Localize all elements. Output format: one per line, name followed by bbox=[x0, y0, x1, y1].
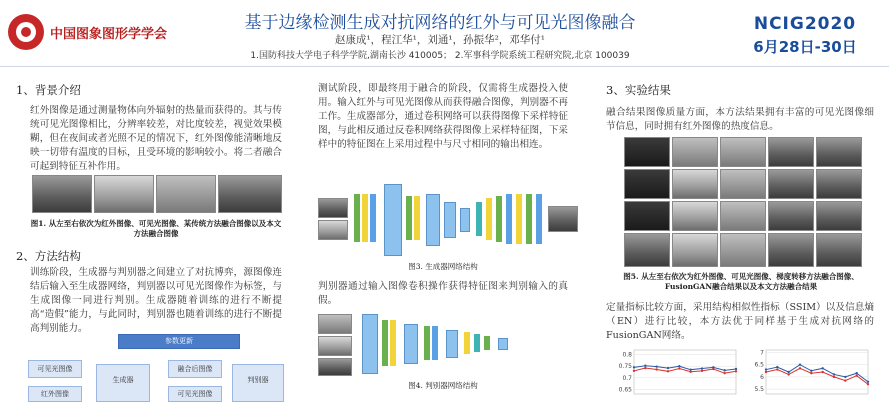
disc-input-2 bbox=[318, 336, 352, 356]
method-diagram bbox=[28, 334, 284, 400]
figure5-image-grid bbox=[624, 137, 860, 265]
input-infrared-box: 红外图像 bbox=[28, 386, 82, 402]
y-tick-label: 0.8 bbox=[622, 351, 632, 359]
data-point bbox=[644, 367, 646, 369]
gen-layer bbox=[536, 194, 542, 244]
conference-name: NCIG2020 bbox=[753, 14, 857, 34]
disc-block bbox=[362, 314, 378, 374]
conference-badge bbox=[730, 14, 880, 57]
data-point bbox=[655, 365, 657, 367]
data-point bbox=[644, 365, 646, 367]
gen-layer bbox=[516, 194, 522, 244]
gen-layer bbox=[414, 196, 420, 240]
seal-icon bbox=[8, 14, 44, 50]
disc-block bbox=[404, 324, 418, 364]
result-photo bbox=[816, 137, 862, 167]
disc-input-3 bbox=[318, 358, 352, 376]
data-point bbox=[867, 381, 869, 383]
result-photo bbox=[672, 137, 718, 167]
y-tick-label: 0.7 bbox=[622, 374, 632, 382]
gen-input-vis bbox=[318, 220, 348, 240]
data-point bbox=[765, 368, 767, 370]
data-point bbox=[855, 374, 857, 376]
generator-box: 生成器 bbox=[96, 364, 150, 402]
data-point bbox=[678, 365, 680, 367]
result-photo bbox=[624, 233, 670, 267]
y-tick-label: 6 bbox=[760, 373, 764, 381]
section1-heading: 1、背景介绍 bbox=[16, 83, 81, 97]
gen-encoder-block bbox=[384, 184, 402, 256]
gen-block bbox=[426, 194, 440, 246]
input-visible-box: 可见光图像 bbox=[28, 360, 82, 378]
data-point bbox=[844, 379, 846, 381]
data-point bbox=[712, 368, 714, 370]
chart-frame bbox=[766, 350, 868, 394]
result-photo bbox=[720, 169, 766, 199]
data-point bbox=[833, 373, 835, 375]
metric-line-charts bbox=[616, 346, 878, 400]
section2-body: 训练阶段，生成器与判别器之间建立了对抗博弈，源图像连结后输入至生成器网络，判别器以可见光图像作为标签，与生成图像一同进行判别。生成器随着训练的进行不断提高“造假”能力，与此同时，判别器也随着训练的进行不断提高判别能力。 bbox=[30, 267, 282, 334]
data-point bbox=[667, 370, 669, 372]
result-photo bbox=[672, 169, 718, 199]
figure1-images bbox=[32, 175, 282, 213]
gen-layer bbox=[406, 196, 412, 240]
disc-layer bbox=[432, 326, 438, 360]
y-tick-label: 0.75 bbox=[618, 363, 632, 371]
data-point bbox=[844, 376, 846, 378]
figure4-caption: 图4. 判别器网络结构 bbox=[408, 381, 478, 390]
traditional-fusion-photo bbox=[156, 175, 216, 213]
gen-layer bbox=[362, 194, 368, 242]
series-line bbox=[766, 365, 868, 382]
result-photo bbox=[720, 233, 766, 267]
data-point bbox=[667, 367, 669, 369]
data-point bbox=[776, 366, 778, 368]
data-point bbox=[799, 367, 801, 369]
gen-layer bbox=[370, 194, 376, 242]
figure5-caption: 图5. 从左至右依次为红外图像、可见光图像、梯度转移方法融合图像、FusionGAN融合结果以及本文方法融合结果 bbox=[623, 272, 859, 291]
gen-input-ir bbox=[318, 198, 348, 218]
organization-logo bbox=[8, 10, 178, 54]
authors: 赵康成¹，程江华¹，刘通¹，孙振华²，邓华付¹ bbox=[334, 34, 546, 46]
data-point bbox=[787, 373, 789, 375]
y-tick-label: 7 bbox=[760, 349, 764, 357]
result-photo bbox=[624, 201, 670, 231]
proposed-fusion-photo bbox=[218, 175, 282, 213]
data-point bbox=[735, 368, 737, 370]
result-photo bbox=[816, 169, 862, 199]
data-point bbox=[787, 371, 789, 373]
poster-title: 基于边缘检测生成对抗网络的红外与可见光图像融合 bbox=[244, 13, 636, 33]
disc-block bbox=[446, 330, 458, 358]
data-point bbox=[701, 367, 703, 369]
data-point bbox=[810, 370, 812, 372]
discriminator-box: 判别器 bbox=[232, 364, 284, 402]
generator-network-figure bbox=[318, 184, 578, 254]
data-point bbox=[689, 368, 691, 370]
gen-layer bbox=[486, 198, 492, 240]
data-point bbox=[678, 367, 680, 369]
affiliations: 1.国防科技大学电子科学学院,湖南长沙 410005； 2.军事科学院系统工程研究院,北京 100039 bbox=[250, 51, 630, 61]
section2-heading: 2、方法结构 bbox=[16, 249, 81, 263]
discriminator-body: 判别器通过输入图像卷积操作获得特征图来判别输入的真假。 bbox=[318, 281, 568, 306]
y-tick-label: 5.5 bbox=[754, 386, 764, 394]
data-point bbox=[701, 370, 703, 372]
data-point bbox=[655, 368, 657, 370]
visible-photo bbox=[94, 175, 154, 213]
gen-output-fused bbox=[548, 206, 578, 232]
gen-block bbox=[444, 202, 456, 238]
result-photo bbox=[816, 233, 862, 267]
result-photo bbox=[768, 169, 814, 199]
result-photo bbox=[720, 201, 766, 231]
data-point bbox=[799, 363, 801, 365]
data-point bbox=[821, 371, 823, 373]
test-phase-body: 测试阶段，即最终用于融合的阶段，仅需将生成器投入使用。输入红外与可见光图像从而获得融合图像，判别器不再工作。生成器部分，通过卷积网络可以获得图像下采样特征图，与此相反通过反卷积网络获得图像上采样特征图，下采样中的特征图在上采用过程中与尺寸相同的输出相连。 bbox=[318, 83, 568, 150]
result-photo bbox=[672, 233, 718, 267]
gen-layer bbox=[476, 202, 482, 236]
disc-layer bbox=[464, 332, 470, 354]
result-photo bbox=[768, 201, 814, 231]
result-photo bbox=[768, 137, 814, 167]
result-photo bbox=[720, 137, 766, 167]
y-tick-label: 0.65 bbox=[618, 386, 632, 394]
gen-layer bbox=[506, 194, 512, 244]
disc-layer bbox=[424, 326, 430, 360]
data-point bbox=[833, 376, 835, 378]
gen-layer bbox=[496, 196, 502, 242]
infrared-photo bbox=[32, 175, 92, 213]
disc-layer bbox=[474, 334, 480, 352]
organization-name: 中国图象图形学学会 bbox=[50, 26, 168, 42]
series-line bbox=[766, 368, 868, 384]
disc-layer bbox=[390, 320, 396, 366]
data-point bbox=[821, 367, 823, 369]
param-update-label: 参数更新 bbox=[118, 334, 240, 349]
data-point bbox=[633, 366, 635, 368]
result-photo bbox=[816, 201, 862, 231]
disc-layer bbox=[382, 320, 388, 366]
result-photo bbox=[672, 201, 718, 231]
data-point bbox=[735, 370, 737, 372]
data-point bbox=[776, 368, 778, 370]
conference-date: 6月28日-30日 bbox=[753, 38, 857, 56]
result-photo bbox=[624, 169, 670, 199]
quantitative-body: 定量指标比较方面，采用结构相似性指标（SSIM）以及信息熵（EN）进行比较，本方法优于同样基于生成对抗网络的FusionGAN网络。 bbox=[606, 302, 874, 341]
disc-output bbox=[498, 338, 508, 350]
fused-image-box: 融合后图像 bbox=[168, 360, 222, 378]
disc-layer bbox=[484, 336, 490, 350]
figure1-caption: 图1. 从左至右依次为红外图像、可见光图像、某传统方法融合图像以及本文方法融合图像 bbox=[30, 219, 282, 238]
data-point bbox=[723, 369, 725, 371]
data-point bbox=[855, 372, 857, 374]
data-point bbox=[633, 370, 635, 372]
data-point bbox=[810, 372, 812, 374]
gen-layer bbox=[354, 194, 360, 242]
data-point bbox=[689, 371, 691, 373]
section3-heading: 3、实验结果 bbox=[606, 83, 671, 97]
gen-bottleneck bbox=[460, 208, 470, 232]
section1-body: 红外图像是通过测量物体向外辐射的热量而获得的。其与传统可见光图像相比，分辨率较差，对比度较差，视觉效果模糊，但在夜间或者光照不足的情况下，红外图像能清晰地反映一切带有温度的目标，且受环境的影响较小。将二者融合可起到特征互补作用。 bbox=[30, 105, 282, 172]
result-photo bbox=[624, 137, 670, 167]
section3-body: 融合结果图像质量方面，本方法结果拥有丰富的可见光图像细节信息，同时拥有红外图像的热度信息。 bbox=[606, 107, 874, 132]
figure3-caption: 图3. 生成器网络结构 bbox=[408, 262, 478, 271]
result-photo bbox=[768, 233, 814, 267]
disc-input-1 bbox=[318, 314, 352, 334]
data-point bbox=[765, 371, 767, 373]
data-point bbox=[867, 383, 869, 385]
gen-layer bbox=[526, 194, 532, 244]
discriminator-network-figure bbox=[318, 310, 578, 376]
label-visible-box: 可见光图像 bbox=[168, 386, 222, 402]
header-divider bbox=[0, 66, 889, 67]
data-point bbox=[723, 372, 725, 374]
y-tick-label: 6.5 bbox=[754, 361, 764, 369]
